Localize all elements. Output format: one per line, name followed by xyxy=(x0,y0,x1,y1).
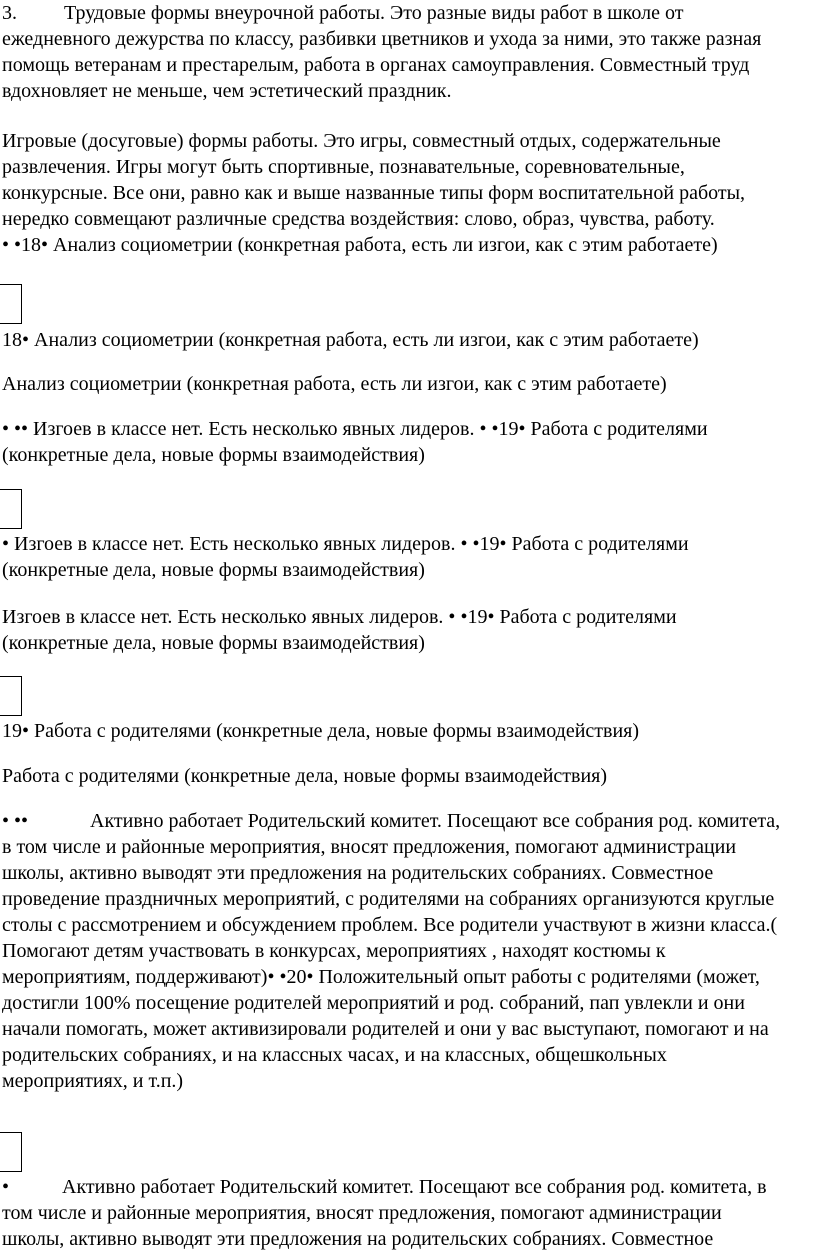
text-line: Игровые (досуговые) формы работы. Это игры, совместный отдых, содержательные xyxy=(2,130,721,152)
text-line: (конкретные дела, новые формы взаимодействия) xyxy=(2,444,425,466)
text-line: помощь ветеранам и престарелым, работа в органах самоуправления. Совместный труд xyxy=(2,54,750,76)
text-line: мероприятиям, поддерживают)• •20• Положительный опыт работы с родителями (может, xyxy=(2,966,760,988)
paragraph-game-forms xyxy=(2,128,814,258)
paragraph-parents-19 xyxy=(2,718,814,744)
item-number: 3. xyxy=(2,2,17,24)
text-line: мероприятиях, и т.п.) xyxy=(2,1070,184,1092)
text-line: проведение праздничных мероприятий, с родителями на собраниях организуются круглые xyxy=(2,888,775,910)
text-line: конкурсные. Все они, равно как и выше названные типы форм воспитательной работы, xyxy=(2,182,746,204)
text-line: Активно работает Родительский комитет. Посещают все собрания род. комитета, xyxy=(90,810,781,832)
bullet-marker: • xyxy=(2,1176,10,1198)
text-line: Трудовые формы внеурочной работы. Это разные виды работ в школе от xyxy=(64,2,684,24)
paragraph-outcasts-2 xyxy=(2,531,814,583)
paragraph-labor-forms xyxy=(2,0,814,104)
empty-box xyxy=(0,284,22,324)
bullet-marker: • •• xyxy=(2,810,29,832)
paragraph-committee-2 xyxy=(2,1174,814,1252)
text-line: Активно работает Родительский комитет. Посещают все собрания род. комитета, в xyxy=(62,1176,767,1198)
text-line: в том числе и районные мероприятия, вносят предложения, помогают администрации xyxy=(2,836,737,858)
text-line: школы, активно выводят эти предложения на родительских собраниях. Совместное xyxy=(2,1228,714,1250)
text-line: Работа с родителями (конкретные дела, новые формы взаимодействия) xyxy=(2,765,608,787)
text-line: Помогают детям участвовать в конкурсах, мероприятиях , находят костюмы к xyxy=(2,940,666,962)
text-line: Изгоев в классе нет. Есть несколько явных лидеров. • •19• Работа с родителями xyxy=(2,606,677,628)
empty-box xyxy=(0,1132,22,1172)
paragraph-parents xyxy=(2,763,814,789)
text-line: • •• Изгоев в классе нет. Есть несколько явных лидеров. • •19• Работа с родителями xyxy=(2,418,708,440)
text-line: вдохновляет не меньше, чем эстетический праздник. xyxy=(2,80,452,102)
text-line: нередко совмещают различные средства воздействия: слово, образ, чувства, работу. xyxy=(2,208,715,230)
paragraph-outcasts-3 xyxy=(2,604,814,656)
empty-box xyxy=(0,489,22,529)
text-line: Анализ социометрии (конкретная работа, есть ли изгои, как с этим работаете) xyxy=(2,373,667,395)
text-line: • •18• Анализ социометрии (конкретная работа, есть ли изгои, как с этим работаете) xyxy=(2,234,718,256)
text-line: школы, активно выводят эти предложения на родительских собраниях. Совместное xyxy=(2,862,714,884)
text-line: 19• Работа с родителями (конкретные дела, новые формы взаимодействия) xyxy=(2,720,640,742)
paragraph-sociometry xyxy=(2,371,814,397)
text-line: столы с рассмотрением и обсуждением проблем. Все родители участвуют в жизни класса.( xyxy=(2,914,778,936)
empty-box xyxy=(0,676,22,716)
text-line: достигли 100% посещение родителей мероприятий и род. собраний, пап увлекли и они xyxy=(2,992,745,1014)
text-line: 18• Анализ социометрии (конкретная работа, есть ли изгои, как с этим работаете) xyxy=(2,329,699,351)
text-line: развлечения. Игры могут быть спортивные, познавательные, соревновательные, xyxy=(2,156,685,178)
text-line: родительских собраниях, и на классных часах, и на классных, общешкольных xyxy=(2,1044,667,1066)
paragraph-outcasts-1 xyxy=(2,416,814,468)
paragraph-committee-1 xyxy=(2,808,814,1094)
text-line: • Изгоев в классе нет. Есть несколько явных лидеров. • •19• Работа с родителями xyxy=(2,533,689,555)
text-line: (конкретные дела, новые формы взаимодействия) xyxy=(2,632,425,654)
text-line: том числе и районные мероприятия, вносят предложения, помогают администрации xyxy=(2,1202,722,1224)
text-line: начали помогать, может активизировали родителей и они у вас выступают, помогают и на xyxy=(2,1018,769,1040)
paragraph-sociometry-18 xyxy=(2,327,814,353)
text-line: (конкретные дела, новые формы взаимодействия) xyxy=(2,559,425,581)
text-line: ежедневного дежурства по классу, разбивки цветников и ухода за ними, это также разная xyxy=(2,28,762,50)
